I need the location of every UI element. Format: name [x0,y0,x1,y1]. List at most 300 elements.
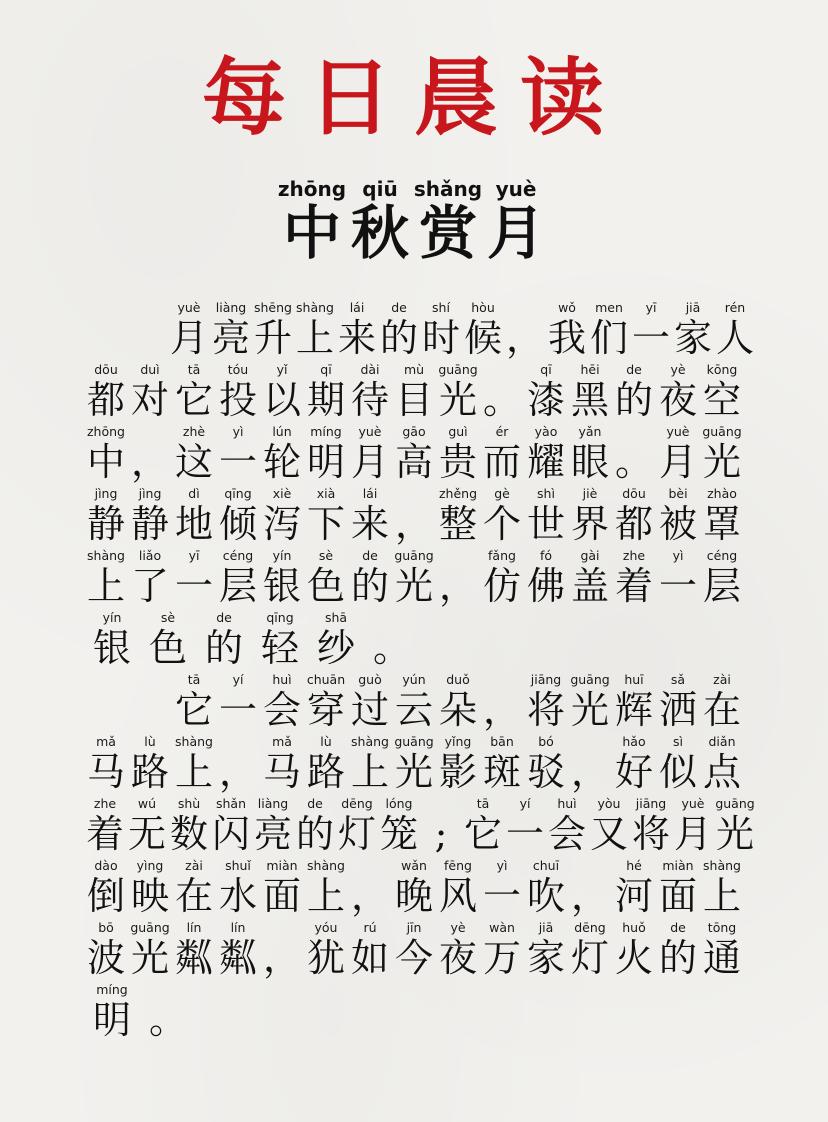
pinyin: fó [539,548,553,563]
hanzi: 映 [130,874,169,918]
pinyin: yuè [358,424,382,439]
pinyin: shàng [296,300,334,315]
poem-title [0,178,828,266]
pinyin: diǎn [708,734,736,749]
char-cell [128,486,172,548]
char-cell [364,610,420,672]
pinyin: huī [624,672,644,687]
pinyin: dì [188,486,200,501]
pinyin: yóu [314,920,338,935]
hanzi: 目 [394,378,433,422]
char-cell [260,672,304,734]
pinyin: yī [645,300,657,315]
pinyin: bō [98,920,114,935]
hanzi: ， [350,874,389,918]
pinyin: jìng [94,486,118,501]
hanzi: 数 [169,812,208,856]
text-line [84,300,756,362]
hanzi: 光 [702,440,741,484]
hanzi: 月 [350,440,389,484]
hanzi: 以 [262,378,301,422]
char-cell [308,610,364,672]
char-cell [436,734,480,796]
char-cell [126,796,168,858]
text-line [84,796,756,858]
char-cell [216,920,260,982]
hanzi: 灯 [570,936,609,980]
char-cell [84,734,128,796]
char-cell [294,796,336,858]
pinyin: céng [706,548,738,563]
pinyin: wǒ [558,300,576,315]
char-cell [480,486,524,548]
pinyin: rén [724,300,746,315]
hanzi: 层 [218,564,257,608]
text-line [84,858,756,920]
pinyin: bān [490,734,514,749]
char-cell [84,796,126,858]
char-cell [504,300,546,362]
hanzi: 倾 [218,502,257,546]
pinyin: yì [232,424,244,439]
char-cell [672,300,714,362]
char-cell [700,362,744,424]
title-char [482,178,550,266]
pinyin: de [670,920,686,935]
hanzi: 层 [702,564,741,608]
pinyin: chuān [306,672,346,687]
pinyin: yuè [666,424,690,439]
pinyin: mǎ [272,734,292,749]
char-cell [700,424,744,486]
char-cell [216,424,260,486]
hanzi: 云 [394,688,433,732]
pinyin: shǎn [215,796,247,811]
hanzi: 上 [174,750,213,794]
char-cell [252,610,308,672]
char-cell [348,548,392,610]
char-cell [210,300,252,362]
hanzi: 上 [350,750,389,794]
hanzi: 夜 [438,936,477,980]
pinyin: de [307,796,323,811]
char-cell [656,920,700,982]
char-cell [612,424,656,486]
char-cell [84,424,128,486]
hanzi: 火 [614,936,653,980]
char-cell [462,300,504,362]
pinyin: yún [402,672,426,687]
char-cell [524,672,568,734]
char-cell [392,734,436,796]
hanzi: 月 [658,440,697,484]
hanzi: 似 [658,750,697,794]
pinyin: sì [673,734,683,749]
hanzi: 河 [614,874,653,918]
hanzi: 黑 [570,378,609,422]
char-cell [210,796,252,858]
hanzi: 一 [658,564,697,608]
char-cell [168,796,210,858]
char-cell [700,548,744,610]
char-cell [196,610,252,672]
char-cell [656,672,700,734]
hanzi: 的 [204,626,243,670]
hanzi: 穿 [306,688,345,732]
hanzi: 纱 [316,626,355,670]
hanzi: 影 [438,750,477,794]
hanzi: 期 [306,378,345,422]
hanzi: 罩 [702,502,741,546]
pinyin: dōu [94,362,118,377]
hanzi: 面 [262,874,301,918]
char-cell [568,424,612,486]
hanzi: 一 [505,812,544,856]
pinyin: guāng [438,362,478,377]
char-cell [392,548,436,610]
char-cell [392,424,436,486]
hanzi: 升 [253,316,292,360]
char-cell [436,362,480,424]
hanzi: 被 [658,502,697,546]
hanzi: 吹 [526,874,565,918]
char-cell [216,548,260,610]
hanzi: 中 [86,440,125,484]
hanzi: 将 [631,812,670,856]
hanzi: 灯 [337,812,376,856]
pinyin: kōng [706,362,738,377]
pinyin: jiè [582,486,598,501]
char-cell [524,858,568,920]
pinyin: lín [230,920,246,935]
hanzi: 地 [174,502,213,546]
hanzi: 好 [614,750,653,794]
char-cell [656,424,700,486]
hanzi: 轮 [262,440,301,484]
hanzi: 波 [86,936,125,980]
char-cell [260,548,304,610]
hanzi: 无 [127,812,166,856]
pinyin: shàng [703,858,741,873]
pinyin: rú [363,920,377,935]
char-cell [462,796,504,858]
char-cell [568,858,612,920]
char-cell [656,734,700,796]
hanzi: 将 [526,688,565,732]
char-cell [480,672,524,734]
char-cell [84,982,140,1044]
hanzi: 夜 [658,378,697,422]
pinyin: lù [144,734,156,749]
pinyin: chuī [532,858,560,873]
char-cell [172,858,216,920]
char-cell [348,486,392,548]
hanzi: 对 [130,378,169,422]
hanzi: 朵 [438,688,477,732]
char-cell [216,486,260,548]
char-cell [304,858,348,920]
pinyin: ér [495,424,509,439]
pinyin: zài [185,858,203,873]
pinyin: huǒ [622,920,646,935]
char-cell [612,920,656,982]
hanzi: ， [394,502,433,546]
char-cell [172,734,216,796]
pinyin: zhěng [438,486,478,501]
pinyin: liǎo [138,548,162,563]
pinyin: jìng [138,486,162,501]
char-cell [84,300,126,362]
pinyin: guāng [702,424,742,439]
char-cell [172,486,216,548]
title-pinyin: shǎng [413,177,483,201]
poem-body [84,300,756,1044]
char-cell [84,920,128,982]
pinyin: yuè [681,796,705,811]
pinyin: shàng [307,858,345,873]
pinyin: lún [272,424,292,439]
pinyin: jiā [685,300,701,315]
pinyin: zhe [93,796,117,811]
pinyin: hòu [471,300,495,315]
hanzi: 光 [570,688,609,732]
hanzi: 上 [702,874,741,918]
hanzi: 光 [394,564,433,608]
hanzi: 着 [85,812,124,856]
hanzi: 漆 [526,378,565,422]
pinyin: de [626,362,642,377]
char-cell [84,548,128,610]
hanzi: ， [262,936,301,980]
pinyin: yī [188,548,200,563]
char-cell [546,796,588,858]
pinyin: yè [450,920,466,935]
hanzi: 。 [482,378,521,422]
pinyin: dōu [622,486,646,501]
pinyin: yǐ [276,362,288,377]
pinyin: fǎng [488,548,516,563]
pinyin: huì [557,796,577,811]
pinyin: yuè [177,300,201,315]
hanzi: 候 [463,316,502,360]
hanzi: 面 [658,874,697,918]
char-cell [436,920,480,982]
hanzi: 会 [262,688,301,732]
hanzi: 这 [174,440,213,484]
hanzi: 又 [589,812,628,856]
hanzi: 在 [174,874,213,918]
hanzi: 马 [86,750,125,794]
char-cell [480,424,524,486]
hanzi: 而 [482,440,521,484]
hanzi: 的 [350,564,389,608]
text-line [84,424,756,486]
hanzi: ， [570,750,609,794]
char-cell [126,300,168,362]
title-hanzi: 赏 [418,199,477,267]
char-cell [128,362,172,424]
char-cell [84,486,128,548]
char-cell [392,486,436,548]
char-cell [304,920,348,982]
char-cell [84,672,128,734]
hanzi: 笼 [379,812,418,856]
char-cell [436,858,480,920]
pinyin: míng [310,424,342,439]
char-cell [420,300,462,362]
char-cell [420,796,462,858]
pinyin: qīng [224,486,252,501]
pinyin: wǎn [401,858,427,873]
hanzi: ， [218,750,257,794]
pinyin: dēng [341,796,373,811]
pinyin: sè [318,548,334,563]
text-line [84,486,756,548]
pinyin: shā [324,610,348,625]
hanzi: 点 [702,750,741,794]
hanzi: 光 [130,936,169,980]
char-cell [304,362,348,424]
pinyin: míng [96,982,128,997]
pinyin: guò [358,672,382,687]
hanzi: 一 [482,874,521,918]
pinyin: jiāng [530,672,562,687]
pinyin: bèi [668,486,688,501]
hanzi: 。 [148,998,187,1042]
char-cell [524,424,568,486]
pinyin: qī [540,362,552,377]
char-cell [216,672,260,734]
hanzi: 了 [130,564,169,608]
hanzi: 通 [702,936,741,980]
pinyin: jīn [406,920,422,935]
pinyin: tā [476,796,490,811]
hanzi: ， [505,316,544,360]
hanzi: 上 [86,564,125,608]
pinyin: shuǐ [225,858,251,873]
char-cell [630,796,672,858]
char-cell [304,548,348,610]
char-cell [524,920,568,982]
hanzi: 水 [218,874,257,918]
char-cell [568,672,612,734]
pinyin: duǒ [446,672,470,687]
pinyin: guāng [570,672,610,687]
hanzi: 时 [421,316,460,360]
pinyin: qī [320,362,332,377]
pinyin: dài [360,362,380,377]
pinyin: liàng [257,796,289,811]
hanzi: 光 [715,812,754,856]
char-cell [700,734,744,796]
pinyin: shàng [175,734,213,749]
pinyin: gè [494,486,510,501]
char-cell [714,796,756,858]
char-cell [656,548,700,610]
pinyin: yǐng [444,734,472,749]
pinyin: yè [670,362,686,377]
char-cell [260,362,304,424]
pinyin: lái [349,300,365,315]
hanzi: 们 [589,316,628,360]
hanzi: 来 [337,316,376,360]
char-cell [612,672,656,734]
pinyin: lái [362,486,378,501]
pinyin: yí [519,796,531,811]
char-cell [480,858,524,920]
char-cell [568,920,612,982]
char-cell [378,796,420,858]
hanzi: 整 [438,502,477,546]
pinyin: zài [713,672,731,687]
char-cell [612,858,656,920]
hanzi: 在 [702,688,741,732]
pinyin: xiè [272,486,292,501]
pinyin: jiāng [635,796,667,811]
char-cell [260,858,304,920]
char-cell [480,920,524,982]
pinyin: miàn [662,858,694,873]
char-cell [480,734,524,796]
char-cell [172,548,216,610]
char-cell [348,672,392,734]
hanzi: 佛 [526,564,565,608]
hanzi: 它 [174,378,213,422]
hanzi: 闪 [211,812,250,856]
pinyin: dēng [574,920,606,935]
hanzi: 色 [148,626,187,670]
text-line [84,734,756,796]
pinyin: de [391,300,407,315]
char-cell [216,362,260,424]
char-cell [128,672,172,734]
pinyin: yín [102,610,122,625]
pinyin: mù [403,362,425,377]
pinyin: hǎo [622,734,646,749]
pinyin: shí [432,300,450,315]
hanzi: 辉 [614,688,653,732]
hanzi: 上 [295,316,334,360]
pinyin: yòu [597,796,621,811]
hanzi: 静 [130,502,169,546]
hanzi: 的 [295,812,334,856]
hanzi: 静 [86,502,125,546]
char-cell [612,734,656,796]
hanzi: 明 [306,440,345,484]
hanzi: 上 [306,874,345,918]
char-cell [128,920,172,982]
char-cell [252,796,294,858]
pinyin: miàn [266,858,298,873]
char-cell [168,300,210,362]
hanzi: 投 [218,378,257,422]
hanzi: ; [434,812,448,856]
char-cell [172,672,216,734]
hanzi: 一 [218,440,257,484]
pinyin: de [362,548,378,563]
pinyin: guāng [394,548,434,563]
hanzi: 万 [482,936,521,980]
char-cell [612,486,656,548]
char-cell [128,858,172,920]
hanzi: 月 [169,316,208,360]
char-cell [84,858,128,920]
hanzi: 色 [306,564,345,608]
pinyin: shì [537,486,555,501]
pinyin: yì [672,548,684,563]
char-cell [304,734,348,796]
char-cell [656,858,700,920]
